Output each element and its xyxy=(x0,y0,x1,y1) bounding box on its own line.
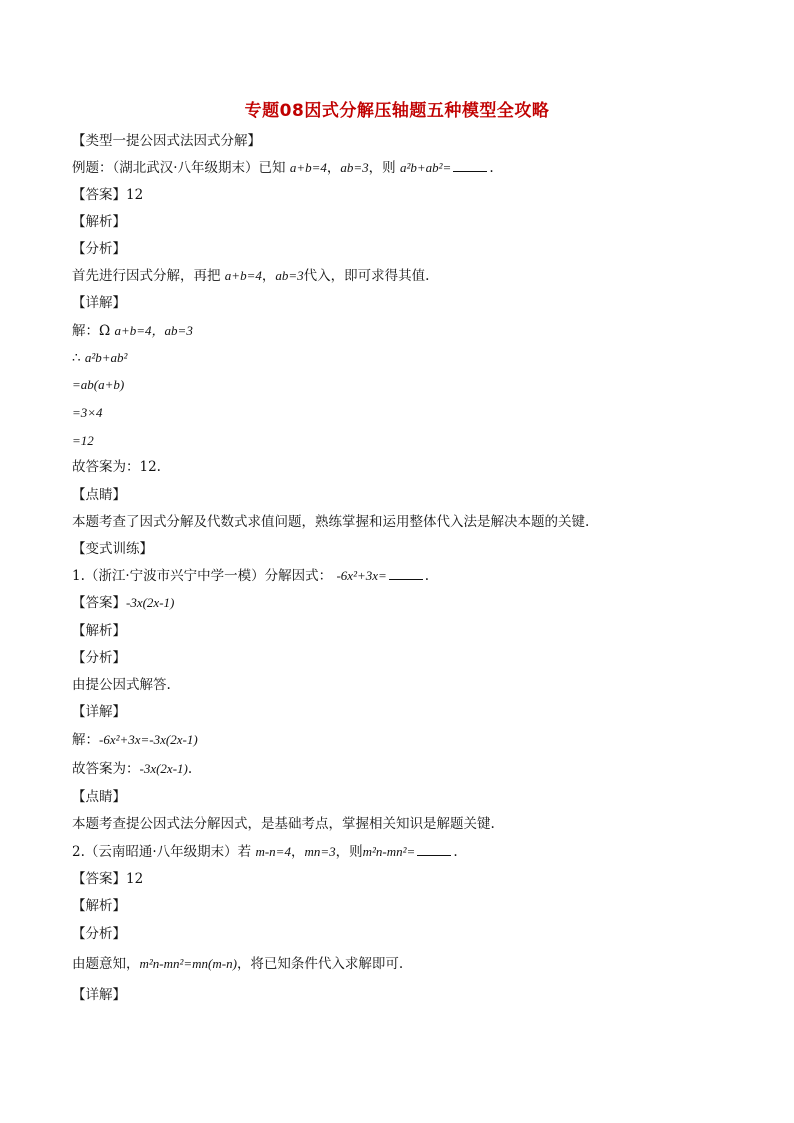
q2-sep: ， xyxy=(290,844,305,860)
q2-text: 2.（云南昭通·八年级期末）若 xyxy=(72,844,252,860)
example-cond1: a+b=4 xyxy=(289,160,327,175)
jiexi-heading: 【解析】 xyxy=(72,214,126,230)
solution-conclusion: 故答案为：12. xyxy=(72,459,161,475)
q1-step1-math: -6x²+3x=-3x(2x-1) xyxy=(99,732,198,747)
step1-pre: 解：Ω xyxy=(72,323,111,339)
solution-step-3: =ab(a+b) xyxy=(72,377,125,392)
example-expr: a²b+ab²= xyxy=(399,160,452,175)
q2-xiangjie-heading: 【详解】 xyxy=(72,987,126,1003)
example-question xyxy=(72,159,494,177)
q2-jiexi-heading: 【解析】 xyxy=(72,898,126,914)
q1-step1-pre: 解： xyxy=(72,732,99,748)
q2-fenxi-text xyxy=(72,955,403,973)
q1-step2-pre: 故答案为： xyxy=(72,761,140,777)
answer-label: 【答案】 xyxy=(72,187,126,203)
bianshi-heading: 【变式训练】 xyxy=(72,541,153,557)
q1-answer-label: 【答案】 xyxy=(72,595,126,611)
q1-solution-step-1 xyxy=(72,731,198,749)
step2-math: a²b+ab² xyxy=(84,350,128,365)
fenxi-cond1: a+b=4 xyxy=(224,268,262,283)
q1-dianjing-heading: 【点睛】 xyxy=(72,789,126,805)
q1-xiangjie-heading: 【详解】 xyxy=(72,704,126,720)
q1-dianjing-text: 本题考查提公因式法分解因式，是基础考点，掌握相关知识是解题关键. xyxy=(72,816,495,832)
q2-question xyxy=(72,843,458,861)
example-prefix: 例题：（湖北武汉·八年级期末）已知 xyxy=(72,160,286,176)
solution-step-5: =12 xyxy=(72,433,94,448)
q2-answer-value: 12 xyxy=(126,871,144,887)
q1-step2-end: . xyxy=(187,761,193,777)
q2-answer-label: 【答案】 xyxy=(72,871,126,887)
fenxi-pre: 首先进行因式分解，再把 xyxy=(72,268,221,284)
therefore-symbol: ∴ xyxy=(72,350,81,366)
q2-fenxi-math: m²n-mn²=mn(m-n) xyxy=(139,956,237,971)
solution-step-1 xyxy=(72,322,193,340)
xiangjie-heading: 【详解】 xyxy=(72,295,126,311)
q1-answer-blank xyxy=(389,567,423,580)
dianjing-heading: 【点睛】 xyxy=(72,487,126,503)
page-title: 专题08因式分解压轴题五种模型全攻略 xyxy=(244,101,550,121)
step1-math: a+b=4，ab=3 xyxy=(114,323,193,338)
q1-fenxi-heading: 【分析】 xyxy=(72,650,126,666)
answer-value: 12 xyxy=(126,187,144,203)
q2-end: . xyxy=(453,844,458,860)
example-mid: ，则 xyxy=(368,160,396,176)
q2-fenxi-pre: 由题意知， xyxy=(72,956,140,972)
solution-step-4: =3×4 xyxy=(72,405,103,420)
fenxi-text xyxy=(72,267,429,285)
q2-fenxi-heading: 【分析】 xyxy=(72,926,126,942)
q2-answer-blank xyxy=(417,843,451,856)
q1-solution-conclusion xyxy=(72,760,192,778)
q1-text: 1.（浙江·宁波市兴宁中学一模）分解因式： xyxy=(72,568,333,584)
type-heading: 【类型一提公因式法因式分解】 xyxy=(72,133,261,149)
q1-answer-value: -3x(2x-1) xyxy=(126,595,175,610)
fenxi-post: 代入，即可求得其值. xyxy=(303,268,430,284)
example-cond2: ab=3 xyxy=(340,160,369,175)
q1-expr: -6x²+3x= xyxy=(336,568,387,583)
q1-end: . xyxy=(424,568,430,584)
q2-cond2: mn=3 xyxy=(304,844,336,859)
example-end: . xyxy=(489,160,494,176)
q1-jiexi-heading: 【解析】 xyxy=(72,623,126,639)
q1-fenxi-text: 由提公因式解答. xyxy=(72,677,171,693)
q2-answer xyxy=(72,870,143,888)
fenxi-cond2: ab=3 xyxy=(275,268,304,283)
q1-step2-math: -3x(2x-1) xyxy=(139,761,188,776)
example-answer xyxy=(72,186,143,204)
fenxi-heading: 【分析】 xyxy=(72,241,126,257)
q2-mid: ，则 xyxy=(335,844,363,860)
q1-question xyxy=(72,567,429,585)
solution-step-2 xyxy=(72,349,127,367)
q2-fenxi-post: ，将已知条件代入求解即可. xyxy=(236,956,404,972)
answer-blank xyxy=(453,159,487,172)
q1-answer xyxy=(72,594,174,612)
example-sep: ， xyxy=(326,160,341,176)
fenxi-sep: ， xyxy=(261,268,276,284)
q2-cond1: m-n=4 xyxy=(255,844,291,859)
dianjing-text: 本题考查了因式分解及代数式求值问题，熟练掌握和运用整体代入法是解决本题的关键. xyxy=(72,514,590,530)
q2-expr: m²n-mn²= xyxy=(362,844,416,859)
